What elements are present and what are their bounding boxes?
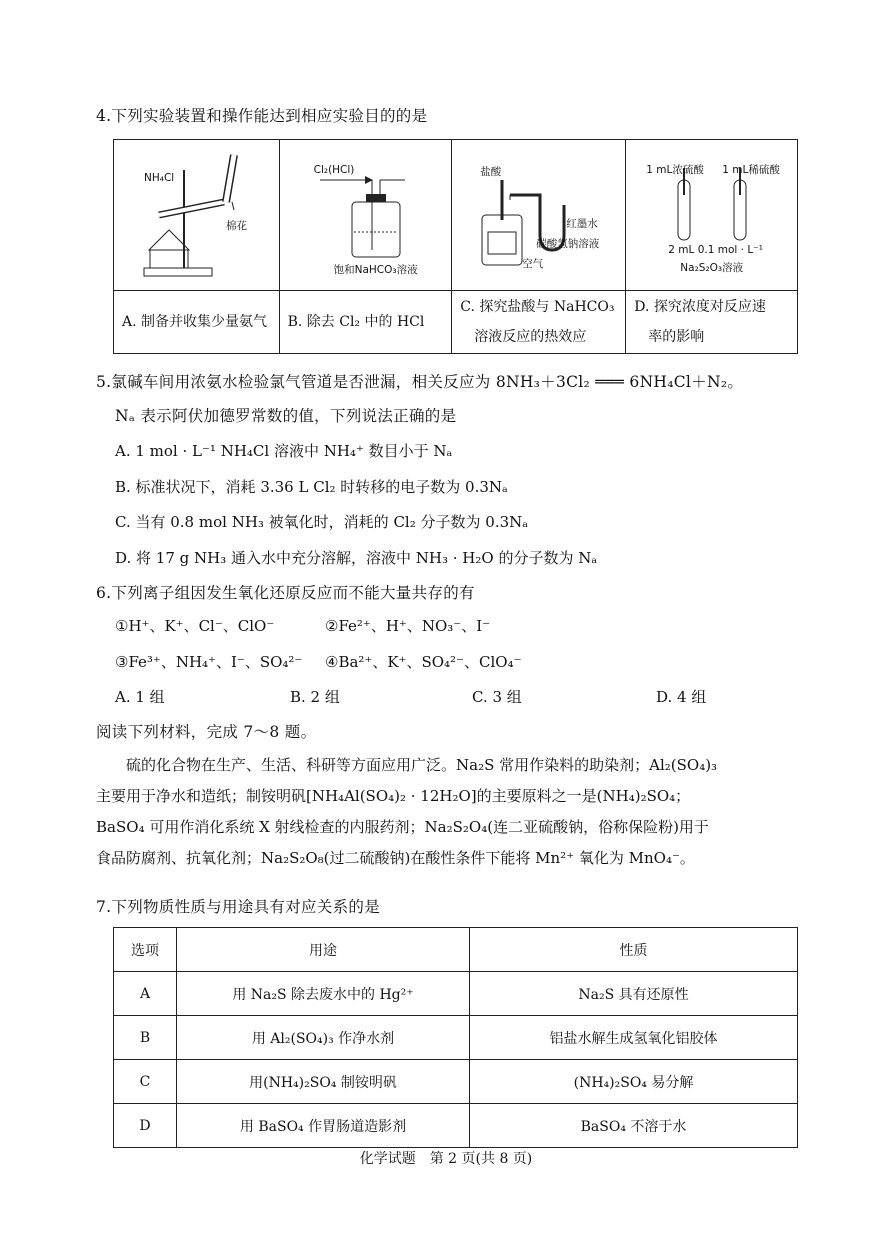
q7-header-row [114, 928, 798, 972]
q4-apparatus-table [113, 139, 798, 354]
label-nh4cl: NH₄Cl [144, 172, 175, 184]
figure-a [114, 140, 280, 291]
figure-c [452, 140, 626, 291]
q4-stem: 4.下列实验装置和操作能达到相应实验目的的是 [96, 107, 428, 125]
q6-group-1: ①H⁺、K⁺、Cl⁻、ClO⁻ [115, 617, 275, 635]
label-dilute-acid: 1 mL稀硫酸 [722, 164, 780, 176]
q5-stem-line1: 5.氯碱车间用浓氨水检验氯气管道是否泄漏，相关反应为 8NH₃＋3Cl₂ ═══ 6NH₄Cl＋N₂。 [96, 373, 744, 391]
q6-group-3: ③Fe³⁺、NH₄⁺、I⁻、SO₄²⁻ [115, 653, 303, 671]
header-property: 性质 [470, 928, 798, 972]
q6-group-4: ④Ba²⁺、K⁺、SO₄²⁻、ClO₄⁻ [325, 653, 522, 671]
table-row [114, 1016, 798, 1060]
row-d-property: BaSO₄ 不溶于水 [470, 1104, 798, 1148]
reading-line-1: 硫的化合物在生产、生活、科研等方面应用广泛。Na₂S 常用作染料的助染剂；Al₂(SO₄)₃ [126, 756, 718, 774]
caption-a: A. 制备并收集少量氨气 [114, 291, 280, 354]
q5-option-d: D. 将 17 g NH₃ 通入水中充分溶解，溶液中 NH₃ · H₂O 的分子数为 Nₐ [115, 549, 598, 567]
label-bicarbonate: 碳酸氢钠溶液 [536, 238, 600, 250]
caption-b: B. 除去 Cl₂ 中的 HCl [279, 291, 452, 354]
row-b-property: 铝盐水解生成氢氧化铝胶体 [470, 1016, 798, 1060]
q6-option-a: A. 1 组 [115, 688, 165, 706]
row-d-use: 用 BaSO₄ 作胃肠道造影剂 [177, 1104, 470, 1148]
row-c-use: 用(NH₄)₂SO₄ 制铵明矾 [177, 1060, 470, 1104]
reading-paragraph [96, 750, 796, 874]
reading-intro: 阅读下列材料，完成 7～8 题。 [96, 723, 317, 741]
label-cl2-hcl: Cl₂(HCl) [313, 164, 355, 176]
label-red-ink: 红墨水 [566, 218, 598, 230]
table-row [114, 1060, 798, 1104]
row-c-option: C [114, 1060, 177, 1104]
q5-option-c: C. 当有 0.8 mol NH₃ 被氧化时，消耗的 Cl₂ 分子数为 0.3Nₐ [115, 513, 529, 531]
figure-d [626, 140, 798, 291]
q5-stem-line2: Nₐ 表示阿伏加德罗常数的值，下列说法正确的是 [115, 407, 457, 425]
row-b-use: 用 Al₂(SO₄)₃ 作净水剂 [177, 1016, 470, 1060]
header-use: 用途 [177, 928, 470, 972]
row-c-property: (NH₄)₂SO₄ 易分解 [470, 1060, 798, 1104]
label-air: 空气 [522, 258, 544, 270]
label-thiosulfate-amount: 2 mL 0.1 mol · L⁻¹ [668, 244, 763, 256]
q6-option-c: C. 3 组 [472, 688, 522, 706]
q6-group-2: ②Fe²⁺、H⁺、NO₃⁻、I⁻ [325, 617, 491, 635]
label-cotton: 棉花 [226, 220, 247, 232]
label-concentrated-acid: 1 mL浓硫酸 [646, 164, 704, 176]
reading-line-4: 食品防腐剂、抗氧化剂；Na₂S₂O₈(过二硫酸钠)在酸性条件下能将 Mn²⁺ 氧化为 MnO₄⁻。 [96, 849, 695, 867]
row-a-option: A [114, 972, 177, 1016]
row-a-property: Na₂S 具有还原性 [470, 972, 798, 1016]
caption-c: C. 探究盐酸与 NaHCO₃ 溶液反应的热效应 [452, 291, 626, 354]
header-option: 选项 [114, 928, 177, 972]
reading-line-3: BaSO₄ 可用作消化系统 X 射线检查的内服药剂；Na₂S₂O₄(连二亚硫酸钠，俗称保险粉)用于 [96, 818, 709, 836]
ammonia-apparatus-drawing [114, 140, 280, 290]
label-thiosulfate-solution: Na₂S₂O₃溶液 [680, 262, 744, 274]
row-a-use: 用 Na₂S 除去废水中的 Hg²⁺ [177, 972, 470, 1016]
page-footer: 化学试题 第 2 页(共 8 页) [359, 1151, 533, 1167]
q7-stem: 7.下列物质性质与用途具有对应关系的是 [96, 898, 380, 916]
q7-table [113, 927, 798, 1148]
label-hydrochloric-acid: 盐酸 [480, 166, 502, 178]
q5-option-a: A. 1 mol · L⁻¹ NH₄Cl 溶液中 NH₄⁺ 数目小于 Nₐ [115, 442, 453, 460]
label-nahco3-solution: 饱和NaHCO₃溶液 [333, 264, 418, 276]
row-b-option: B [114, 1016, 177, 1060]
figure-b [279, 140, 452, 291]
caption-d: D. 探究浓度对反应速 率的影响 [626, 291, 798, 354]
table-row [114, 972, 798, 1016]
q6-option-d: D. 4 组 [656, 688, 707, 706]
reading-line-2: 主要用于净水和造纸；制铵明矾[NH₄Al(SO₄)₂ · 12H₂O]的主要原料之一是(NH₄)₂SO₄； [96, 787, 691, 805]
row-d-option: D [114, 1104, 177, 1148]
q6-stem: 6.下列离子组因发生氧化还原反应而不能大量共存的有 [96, 584, 475, 602]
q5-option-b: B. 标准状况下，消耗 3.36 L Cl₂ 时转移的电子数为 0.3Nₐ [115, 478, 508, 496]
q6-option-b: B. 2 组 [290, 688, 340, 706]
table-row [114, 1104, 798, 1148]
